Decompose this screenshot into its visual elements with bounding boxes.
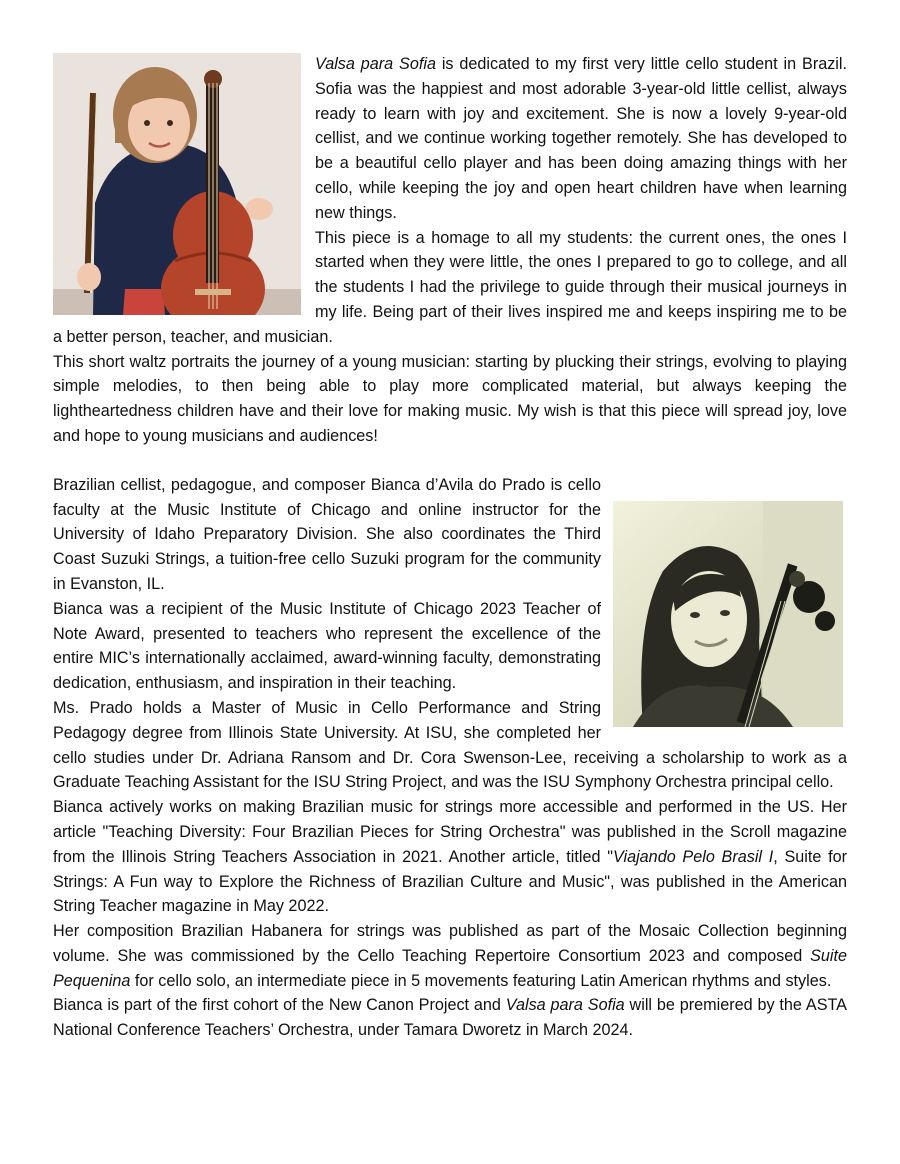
section-gap: [53, 449, 847, 473]
student-cello-illustration: [53, 53, 301, 315]
section2-paragraph-5: Her composition Brazilian Habanera for strings was published as part of the Mosaic Collection beginning volume. She was commissioned by the Cello Teaching Repertoire Consortium 2023 and composed Suite Pequenina for cello solo, an intermediate piece in 5 movements featuring Latin American rhythms and styles.: [53, 922, 847, 990]
section2-paragraph-6: Bianca is part of the first cohort of the New Canon Project and Valsa para Sofia will be premiered by the ASTA National Conference Teachers’ Orchestra, under Tamara Dworetz in March 2024.: [53, 996, 847, 1040]
composer-portrait-illustration: [613, 501, 843, 727]
section2-paragraph-4: Bianca actively works on making Brazilian music for strings more accessible and performed in the US. Her article "Teaching Diversity: Four Brazilian Pieces for String Orchestra" was published in the Scroll magazine from the Illinois String Teachers Association in 2021. Another article, titled "Viajando Pelo Brasil I, Suite for Strings: A Fun way to Explore the Richness of Brazilian Culture and Music", was published in the American String Teacher magazine in May 2022.: [53, 798, 848, 916]
section2-paragraph-2: Bianca was a recipient of the Music Institute of Chicago 2023 Teacher of Note Award, presented to teachers who represent the excellence of the entire MIC’s internationally acclaimed, award-winning faculty, demonstrating dedication, enthusiasm, and inspiration in their teaching.: [53, 599, 601, 693]
section2-paragraph-1: Brazilian cellist, pedagogue, and composer Bianca d’Avila do Prado is cello faculty at the Music Institute of Chicago and online instructor for the University of Idaho Preparatory Division. She also coordinates the Third Coast Suzuki Strings, a tuition-free cello Suzuki program for the community in Evanston, IL.: [53, 475, 601, 593]
section1-paragraph-3: This short waltz portraits the journey of a young musician: starting by plucking their strings, evolving to playing simple melodies, to then being able to play more complicated material, but always keeping the lightheartedness children have and their love for making music. My wish is that this piece will spread joy, love and hope to young musicians and audiences!: [53, 352, 847, 445]
section1-paragraph-1: Valsa para Sofia is dedicated to my first very little cello student in Brazil. Sofia was the happiest and most adorable 3-year-old little cellist, always ready to learn with joy and excitement. She is now a lovely 9-year-old cellist, and we continue working together remotely. She has developed to be a beautiful cello player and has been doing amazing things with her cello, while keeping the joy and open heart children have when learning new things.: [315, 55, 847, 222]
section2-paragraph-3: Ms. Prado holds a Master of Music in Cello Performance and String Pedagogy degree from Illinois State University. At ISU, she completed her cello studies under Dr. Adriana Ransom and Dr. Cora Swenson-Lee, receiving a scholarship to work as a Graduate Teaching Assistant for the ISU String Project, and was the ISU Symphony Orchestra principal cello.: [53, 698, 847, 792]
suite-title: Suite Pequenina: [53, 946, 847, 990]
composer-photo: [613, 501, 843, 727]
work-title-2: Valsa para Sofia: [505, 996, 625, 1015]
section1-paragraph-2: This piece is a homage to all my students: the current ones, the ones I started when they were little, the ones I prepared to go to college, and all the students I had the privilege to guide through their musical journeys in my life. Being part of their lives inspired me and keeps inspiring me to be a better person, teacher, and musician.: [53, 228, 847, 346]
student-cello-photo: [53, 53, 301, 315]
work-title: Valsa para Sofia: [315, 55, 436, 73]
article-title: Viajando Pelo Brasil I: [612, 847, 774, 866]
